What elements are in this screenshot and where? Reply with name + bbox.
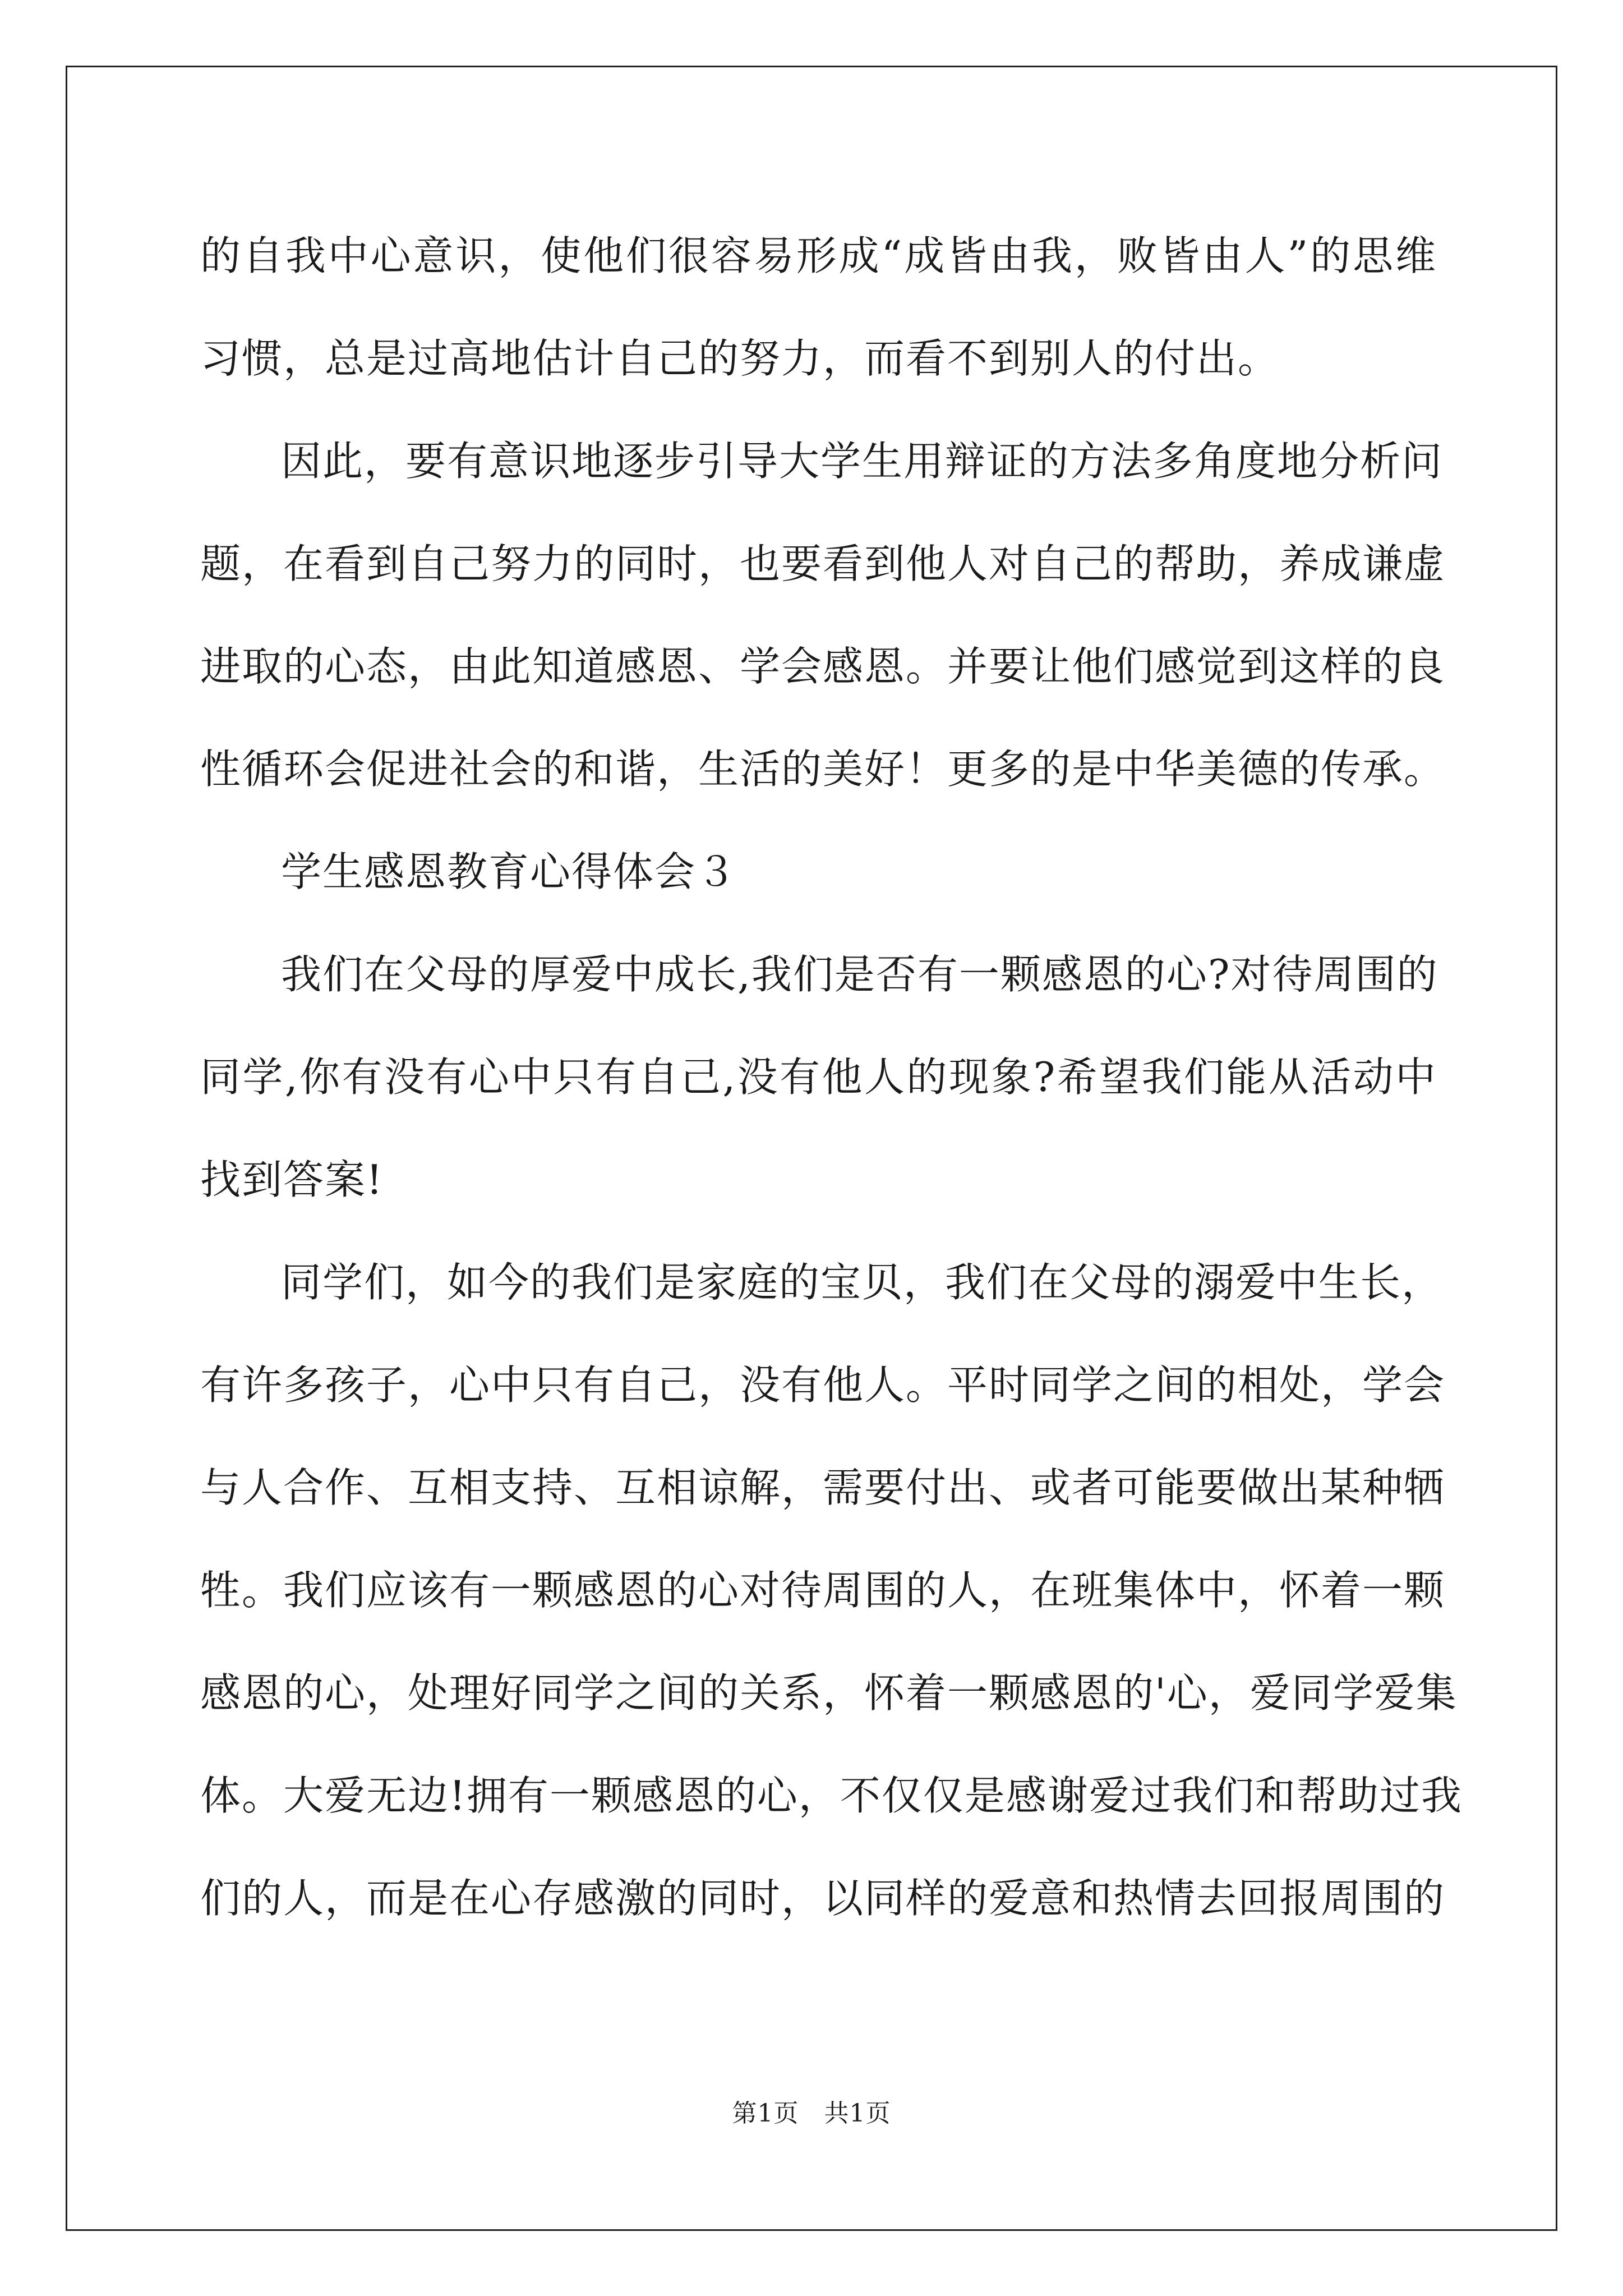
text-line: 同学,你有没有心中只有自己,没有他人的现象?希望我们能从活动中 — [200, 1053, 1437, 1101]
text-line: 同学们，如今的我们是家庭的宝贝，我们在父母的溺爱中生长， — [281, 1259, 1444, 1306]
text-line: 们的人，而是在心存感激的同时，以同样的爱意和热情去回报周围的 — [200, 1875, 1446, 1922]
text-line: 我们在父母的厚爱中成长,我们是否有一颗感恩的心?对待周围的 — [281, 951, 1438, 998]
text-line: 进取的心态，由此知道感恩、学会感恩。并要让他们感觉到这样的良 — [200, 643, 1446, 690]
text-line: 感恩的心，处理好同学之间的关系，怀着一颗感恩的'心，爱同学爱集 — [200, 1669, 1458, 1717]
page-footer: 第1页 共1页 — [732, 2099, 891, 2128]
text-line: 题，在看到自己努力的同时，也要看到他人对自己的帮助，养成谦虚 — [200, 540, 1446, 587]
text-line: 学生感恩教育心得体会３ — [281, 848, 738, 895]
text-line: 因此，要有意识地逐步引导大学生用辩证的方法多角度地分析问 — [281, 438, 1444, 485]
text-line: 与人合作、互相支持、互相谅解，需要付出、或者可能要做出某种牺 — [200, 1464, 1446, 1511]
text-line: 有许多孩子，心中只有自己，没有他人。平时同学之间的相处，学会 — [200, 1361, 1446, 1409]
text-line: 牲。我们应该有一颗感恩的心对待周围的人，在班集体中，怀着一颗 — [200, 1567, 1446, 1614]
text-line: 性循环会促进社会的和谐，生活的美好！更多的是中华美德的传承。 — [200, 746, 1446, 793]
text-line: 找到答案! — [200, 1156, 384, 1203]
text-line: 体。大爱无边!拥有一颗感恩的心，不仅仅是感谢爱过我们和帮助过我 — [200, 1772, 1463, 1819]
text-line: 的自我中心意识，使他们很容易形成“成皆由我，败皆由人”的思维 — [200, 232, 1437, 279]
text-line: 习惯，总是过高地估计自己的努力，而看不到别人的付出。 — [200, 335, 1280, 382]
